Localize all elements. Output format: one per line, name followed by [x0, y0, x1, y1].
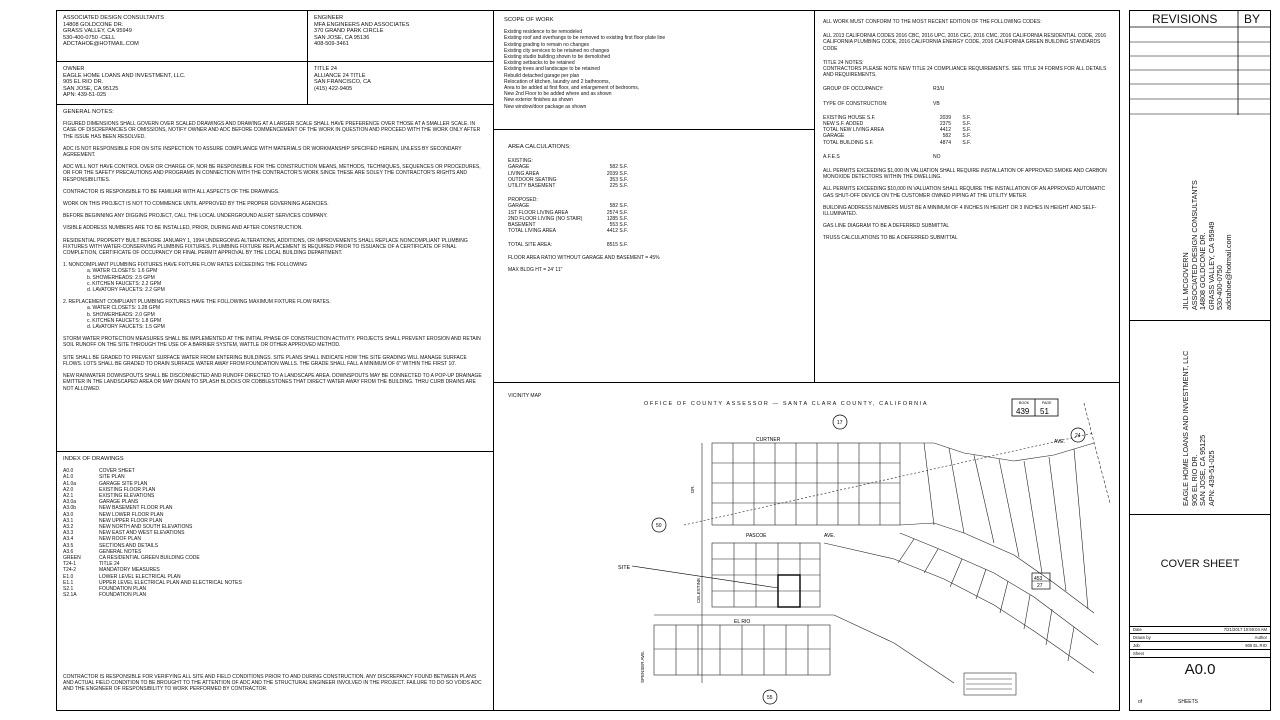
- max-height-note: MAX BLDG HT = 24' 11": [508, 266, 563, 273]
- existing-area-row-cell: 2039 S.F.: [606, 170, 628, 177]
- scope-item: New 2nd Floor to be added where and as shown: [504, 91, 612, 98]
- architect-vertical-line: GRASS VALLEY, CA 95949: [1206, 221, 1216, 310]
- index-row-cell: SECTIONS AND DETAILS: [99, 542, 159, 549]
- titleblock-meta-row: [1130, 626, 1270, 634]
- index-row-cell: A3.0a: [63, 499, 77, 506]
- area-summary-row-cell: 582: [942, 133, 951, 140]
- index-row-cell: A3.3: [63, 530, 74, 537]
- book-page-box: [1012, 399, 1058, 416]
- title24-line: (415) 422-9405: [314, 85, 353, 92]
- drawing-index: [56, 451, 494, 711]
- proposed-area-row-cell: GARAGE: [508, 203, 530, 210]
- owner-block: [56, 61, 308, 105]
- index-row-cell: E1.0: [63, 573, 74, 580]
- architect-vertical-line: adctahoe@hotmail.com: [1223, 234, 1233, 310]
- existing-area-row-cell: LIVING AREA: [508, 170, 540, 177]
- street-ave-east: AVE.: [1054, 439, 1066, 445]
- existing-area-row-cell: 353 S.F.: [609, 176, 628, 183]
- titleblock-meta-cell: Sheet: [1133, 651, 1144, 656]
- title-block: [1129, 10, 1271, 711]
- circle-55: 55: [767, 695, 773, 701]
- titleblock-meta-cell: Date: [1133, 627, 1142, 632]
- titleblock-meta-cell: Drawn by: [1133, 635, 1151, 640]
- titleblock-meta-cell: Job: [1133, 643, 1140, 648]
- index-row-cell: FOUNDATION PLAN: [99, 592, 147, 599]
- index-row-cell: A3.4: [63, 536, 74, 543]
- area-summary-row-cell: EXISTING HOUSE S.F.: [823, 114, 876, 121]
- svg-text:51: 51: [1040, 407, 1049, 416]
- engineer-block: [307, 10, 494, 62]
- scope-of-work: [493, 10, 815, 130]
- codes-text: ALL 2013 CALIFORNIA CODES 2016 CBC, 2016 UPC, 2016 CEC, 2016 CMC, 2016 CALIFORNIA RESIDENTIAL CODE, 2016 CALIFORNIA PLUMBING CODE, 2016 CALIFORNIA ENERGY CODE, 2016 CALIFORNIA GREEN BUILDING STANDARDS CODE: [823, 33, 1107, 52]
- area-summary-row-cell: S.F.: [962, 121, 971, 128]
- general-note: WORK ON THIS PROJECT IS NOT TO COMMENCE UNTIL APPROVED BY THE PROPER GOVERNING AGENCIES.: [63, 201, 329, 208]
- index-row-cell: S2.1: [63, 586, 74, 593]
- scope-item: Existing setbacks to be retained: [504, 60, 575, 67]
- code-note: TRUSS CALCULATIONS TO BE A DEFERRED SUBMITTAL: [823, 235, 958, 242]
- parcel-lines: [654, 403, 1110, 683]
- street-spenser: SPENSER AVE.: [640, 650, 645, 683]
- general-notes-heading: GENERAL NOTES:: [63, 109, 114, 115]
- engineer-line: SAN JOSE, CA 95136: [314, 34, 370, 41]
- index-row-cell: EXISTING FLOOR PLAN: [99, 486, 156, 493]
- index-row-cell: GENERAL NOTES: [99, 548, 142, 555]
- scope-item: New exterior finishes as shown: [504, 97, 573, 104]
- index-heading: INDEX OF DRAWINGS: [63, 456, 124, 462]
- architect-vertical-block: [1130, 114, 1270, 321]
- noncompliant-fixture-item: d. LAVATORY FAUCETS: 2.2 GPM: [87, 287, 165, 294]
- vicinity-map: [493, 382, 1120, 711]
- proposed-area-row-cell: TOTAL LIVING AREA: [508, 228, 556, 235]
- revisions-grid: [1130, 11, 1270, 115]
- area-summary-row-cell: TOTAL BUILDING S.F.: [823, 139, 874, 146]
- index-row-cell: FOUNDATION PLAN: [99, 586, 147, 593]
- proposed-area-row-cell: 4412 S.F.: [606, 228, 628, 235]
- index-row-cell: NEW EAST AND WEST ELEVATIONS: [99, 530, 185, 537]
- scope-item: Existing grading to remain no changes: [504, 41, 590, 48]
- titleblock-meta-cell: 7/21/2017 10:59:04 AM: [1223, 627, 1267, 632]
- svg-text:439: 439: [1016, 407, 1030, 416]
- scope-item: Existing trees and landscape to be retained: [504, 66, 600, 73]
- owner-vertical-line: 905 EL RIO DR.: [1189, 454, 1199, 506]
- scope-item: Area to be added at first floor, and enlargement of bedrooms,: [504, 85, 640, 92]
- proposed-area-row-cell: 1ST FLOOR LIVING AREA: [508, 209, 569, 216]
- codes-block: [814, 10, 1120, 383]
- t24-heading: TITLE 24 NOTES:: [823, 59, 864, 66]
- index-row-cell: CA RESIDENTIAL GREEN BUILDING CODE: [99, 555, 200, 562]
- existing-label: EXISTING:: [508, 158, 533, 165]
- scope-item: Relocation of kitchen, laundry and 2 bathrooms,: [504, 78, 610, 85]
- area-summary-row-cell: S.F.: [962, 127, 971, 134]
- street-el-rio: EL RIO: [734, 619, 751, 625]
- code-note: ALL PERMITS EXCEEDING $1,000 IN VALUATION SHALL REQUIRE INSTALLATION OF APPROVED SMOKE AND CARBON MONOXIDE DETECTORS WITHIN THE DWELLING.: [823, 168, 1107, 181]
- area-summary-row-cell: 4412: [939, 127, 951, 134]
- index-row-cell: TITLE 24: [99, 561, 120, 568]
- index-row: [63, 592, 487, 598]
- index-row-cell: E1.1: [63, 579, 74, 586]
- titleblock-meta-row: [1130, 642, 1270, 650]
- existing-area-row-cell: UTILITY BASEMENT: [508, 183, 556, 190]
- owner-line: 905 EL RIO DR.: [63, 79, 104, 86]
- sheets-label: SHEETS: [1178, 699, 1199, 705]
- titleblock-meta-row: [1130, 650, 1270, 658]
- sheet-number: A0.0: [1184, 661, 1216, 678]
- list2-heading: 2. REPLACEMENT COMPLIANT PLUMBING FIXTURES HAVE THE FOLLOWING MAXIMUM FIXTURE FLOW RATES.: [63, 299, 331, 306]
- area-heading: AREA CALCULATIONS:: [508, 144, 571, 150]
- index-row-cell: GARAGE SITE PLAN: [99, 480, 148, 487]
- code-note: BUILDING ADDRESS NUMBERS MUST BE A MINIMUM OF 4 INCHES IN HEIGHT OR 3 INCHES IN HEIGHT AND SELF-ILLUMINATED.: [823, 204, 1097, 218]
- architect-vertical-line: JILL MCGOVERN: [1181, 252, 1190, 310]
- vicinity-heading: VICINITY MAP: [508, 393, 542, 399]
- architect-line: GRASS VALLEY, CA 95949: [63, 28, 132, 35]
- titleblock-meta-row: [1130, 634, 1270, 642]
- occupancy-row: GROUP OF OCCUPANCY: R3/U: [823, 86, 945, 93]
- existing-area-row: [508, 183, 804, 189]
- title24-line: ALLIANCE 24 TITLE: [314, 72, 366, 79]
- index-row-cell: UPPER LEVEL ELECTRICAL PLAN AND ELECTRICAL NOTES: [99, 579, 242, 586]
- scope-item: New window/door package as shown: [504, 103, 587, 110]
- circle-24: 24: [1075, 433, 1081, 439]
- general-note: SITE SHALL BE GRADED TO PREVENT SURFACE WATER FROM ENTERING BUILDINGS. SITE PLANS SHALL INDICATE HOW THE SITE GRADING WILL MANAGE SURFACE FLOWS. LOTS SHALL BE GRADED TO DRAIN SURFACE WATER AWAY FROM FOUNDATION WALLS. THE GRADE SHALL FALL A MINIMUM OF 6" WITHIN THE FIRST 10'.: [63, 354, 467, 367]
- index-row-cell: A3.0: [63, 511, 74, 518]
- area-summary-row-cell: S.F.: [962, 139, 971, 146]
- owner-line: APN: 439-51-025: [63, 92, 107, 99]
- area-summary-row-cell: S.F.: [962, 114, 971, 121]
- afes-row: A.F.E.S NO: [823, 153, 941, 160]
- noncompliant-fixture-item: a. WATER CLOSETS: 1.6 GPM: [87, 268, 158, 275]
- proposed-area-row-cell: 2ND FLOOR LIVING (NO STAIR): [508, 215, 583, 222]
- construction-row: TYPE OF CONSTRUCTION: VB: [823, 100, 940, 107]
- far-note: FLOOR AREA RATIO WITHOUT GARAGE AND BASEMENT = 45%: [508, 254, 660, 261]
- code-note: ALL PERMITS EXCEEDING $10,000 IN VALUATION SHALL REQUIRE THE INSTALLATION OF AN APPROVED AUTOMATIC GAS SHUT-OFF DEVICE ON THE CUSTOMER OWNED PIPING AT THE UTILITY METER.: [823, 186, 1106, 199]
- street-dr: DR.: [690, 485, 695, 493]
- index-row-cell: GARAGE PLANS: [99, 499, 139, 506]
- owner-vertical-line: SAN JOSE, CA 95125: [1198, 434, 1208, 506]
- index-row-cell: A1.0: [63, 474, 74, 481]
- index-row-cell: T24-2: [63, 567, 77, 574]
- street-pascoe: PASCOE: [746, 533, 767, 539]
- index-footer: CONTRACTOR IS RESPONSIBLE FOR VERIFYING ALL SITE AND FIELD CONDITIONS PRIOR TO AND DURING CONSTRUCTION. ANY DISCREPANCY FOUND BETWEEN PLANS AND ACTUAL FIELD CONDITION TO BE BROUGHT TO THE ATTENTION OF ADC AND THE STRUCTURAL ENGINEER INVOLVED IN THE PROJECT. FAILURE TO DO SO VOIDS ADC AND THE ENGINEER OF RESPONSIBILITY TO WORK PERFORMED BY CONTRACTOR.: [63, 674, 482, 693]
- sheet-title-block: [1130, 514, 1270, 627]
- svg-text:453: 453: [1034, 576, 1043, 582]
- area-summary-row-cell: 2375: [939, 121, 951, 128]
- index-row-cell: GREEN: [63, 555, 81, 562]
- general-note: ADC IS NOT RESPONSIBLE FOR ON SITE INSPECTION TO ASSURE COMPLIANCE WITH MATERIALS OR WORKMANSHIP SPECIFIED HEREIN, UNLESS BY SECONDARY AGREEMENT.: [63, 145, 462, 159]
- titleblock-meta-cell: 905 EL RIO: [1245, 643, 1267, 648]
- index-row-cell: A3.1: [63, 517, 74, 524]
- engineer-line: 408-509-3461: [314, 41, 349, 48]
- noncompliant-fixture-item: b. SHOWERHEADS: 2.5 GPM: [87, 274, 155, 281]
- existing-area-row-cell: GARAGE: [508, 164, 530, 171]
- revisions-by-heading: BY: [1244, 12, 1261, 26]
- index-row-cell: EXISTING ELEVATIONS: [99, 493, 155, 500]
- engineer-line: ENGINEER: [314, 15, 344, 21]
- existing-area-row-cell: 582 S.F.: [609, 164, 628, 171]
- street-pascoe-ave: AVE.: [824, 533, 836, 539]
- of-label: of: [1138, 699, 1143, 705]
- proposed-area-row-cell: 2574 S.F.: [606, 209, 628, 216]
- codes-heading: ALL WORK MUST CONFORM TO THE MOST RECENT EDITION OF THE FOLLOWING CODES:: [823, 19, 1042, 25]
- sheet-title: COVER SHEET: [1160, 558, 1240, 570]
- architect-line: ASSOCIATED DESIGN CONSULTANTS: [63, 15, 165, 21]
- architect-vertical-line: 14808 GOLDCONE DR.: [1198, 232, 1208, 310]
- proposed-area-row-cell: 582 S.F.: [609, 203, 628, 210]
- circle-50: 50: [656, 523, 662, 529]
- circle-17: 17: [837, 420, 843, 426]
- title24-line: TITLE 24: [314, 66, 338, 72]
- architect-block: [56, 10, 308, 62]
- total-site-row: TOTAL SITE AREA: 8515 S.F.: [508, 242, 628, 249]
- proposed-area-row: [508, 228, 804, 234]
- svg-text:PAGE: PAGE: [1042, 401, 1052, 405]
- index-row-cell: NEW UPPER FLOOR PLAN: [99, 517, 163, 524]
- list1-heading: 1. NONCOMPLIANT PLUMBING FIXTURES HAVE FIXTURE FLOW RATES EXCEEDING THE FOLLOWING: [63, 262, 307, 269]
- general-note: NEW RAINWATER DOWNSPOUTS SHALL BE DISCONNECTED AND RUNOFF DIRECTED TO A LANDSCAPE AREA. DOWNSPOUTS MAY BE CONNECTED TO A POP-UP DRAINAGE EMITTER IN THE LANDSCAPED AREA OR MAY DRAIN TO SPLASH BLOCKS OR COBBLESTONES THAT DIRECT WATER AWAY FROM THE BUILDING. THRU CURB DRAINS ARE NOT ALLOWED.: [63, 373, 482, 392]
- titleblock-meta-cell: Author: [1254, 635, 1267, 640]
- area-summary-row-cell: NEW S.F. ADDED: [823, 121, 864, 128]
- index-row-cell: NEW BASEMENT FLOOR PLAN: [99, 505, 173, 512]
- owner-vertical-block: [1130, 320, 1270, 515]
- area-summary-row-cell: S.F.: [962, 133, 971, 140]
- index-row-cell: S2.1A: [63, 592, 77, 599]
- site-label: SITE: [618, 565, 631, 571]
- compliant-fixture-item: b. SHOWERHEADS: 2.0 GPM: [87, 311, 155, 318]
- owner-vertical-line: EAGLE HOME LOANS AND INVESTMENT, LLC: [1181, 350, 1190, 506]
- index-row-cell: MANDATORY MEASURES: [99, 567, 160, 574]
- revisions-heading: REVISIONS: [1152, 12, 1218, 26]
- index-row-cell: NEW ROOF PLAN: [99, 536, 141, 543]
- compliant-fixture-item: c. KITCHEN FAUCETS: 1.8 GPM: [87, 317, 162, 324]
- compliant-fixture-item: a. WATER CLOSETS: 1.28 GPM: [87, 305, 161, 312]
- scope-item: Existing city services to be retained no changes: [504, 47, 610, 54]
- scope-item: Rebuild detached garage per plan: [504, 72, 580, 79]
- architect-line: ADCTAHOE@HOTMAIL.COM: [63, 41, 139, 48]
- area-calculations: [493, 129, 815, 383]
- index-row-cell: NEW LOWER FLOOR PLAN: [99, 511, 164, 518]
- owner-vertical-line: APN: 439-51-025: [1206, 450, 1216, 506]
- parcel-map: [494, 383, 1119, 710]
- general-note: STORM WATER PROTECTION MEASURES SHALL BE IMPLEMENTED AT THE INITIAL PHASE OF CONSTRUCTION ACTIVITY. PROJECTS SHALL PREVENT EROSION AND RETAIN SOIL RUNOFF ON THE SITE THROUGH THE USE OF A BARRIER SYSTEM, WATTLE OR OTHER APPROVED METHOD.: [63, 336, 481, 349]
- index-row-cell: A2.1: [63, 493, 74, 500]
- scope-heading: SCOPE OF WORK: [504, 17, 554, 23]
- svg-text:27: 27: [1037, 583, 1043, 589]
- index-row-cell: NEW NORTH AND SOUTH ELEVATIONS: [99, 524, 193, 531]
- proposed-label: PROPOSED:: [508, 197, 538, 204]
- index-row-cell: A2.0: [63, 486, 74, 493]
- engineer-line: 370 GRAND PARK CIRCLE: [314, 28, 384, 35]
- index-row-cell: A0.0: [63, 468, 74, 475]
- noncompliant-fixture-item: c. KITCHEN FAUCETS: 2.2 GPM: [87, 280, 162, 287]
- proposed-area-row-cell: 1285 S.F.: [606, 215, 628, 222]
- area-summary-row: [823, 140, 1111, 146]
- area-summary-row-cell: GARAGE: [823, 133, 845, 140]
- index-row-cell: A3.5: [63, 542, 74, 549]
- architect-line: 530-400-0750 -CELL: [63, 34, 116, 41]
- area-summary-row-cell: 4874: [939, 139, 951, 146]
- general-note: FIGURED DIMENSIONS SHALL GOVERN OVER SCALED DRAWINGS AND DRAWING AT A LARGER SCALE SHALL HAVE PREFERENCE OVER THOSE AT A SMALLER SCALE. IN CASE OF DISCREPANCIES OR OMISSIONS, NOTIFY OWNER AND ADC BEFORE COMMENCEMENT OF THE WORK IN QUESTION AND PROCEED WITH THE WORK ONLY AFTER THE ISSUE HAS BEEN RESOLVED.: [63, 121, 481, 140]
- area-summary-row-cell: TOTAL NEW LIVING AREA: [823, 127, 885, 134]
- proposed-area-row-cell: BASEMENT: [508, 222, 536, 229]
- assessor-title: OFFICE OF COUNTY ASSESSOR — SANTA CLARA COUNTY, CALIFORNIA: [644, 401, 929, 407]
- title24-block: [307, 61, 494, 105]
- index-row-cell: LOWER LEVEL ELECTRICAL PLAN: [99, 573, 181, 580]
- architect-vertical-line: ASSOCIATED DESIGN CONSULTANTS: [1189, 180, 1199, 310]
- street-celestine: CELESTINE: [696, 577, 701, 603]
- general-notes: [56, 104, 494, 452]
- area-summary-row-cell: 2039: [939, 114, 951, 121]
- scope-item: Existing studio building shown to be demolished: [504, 54, 611, 61]
- index-row-cell: A3.0b: [63, 505, 77, 512]
- index-row-cell: A3.6: [63, 548, 74, 555]
- existing-area-row-cell: 225 S.F.: [609, 183, 628, 190]
- compliant-fixture-item: d. LAVATORY FAUCETS: 1.5 GPM: [87, 324, 165, 331]
- code-note: GAS LINE DIAGRAM TO BE A DEFERRED SUBMITTAL: [823, 223, 950, 230]
- proposed-area-row-cell: 553 S.F.: [609, 222, 628, 229]
- t24-text: CONTRACTORS PLEASE NOTE NEW TITLE 24 COMPLIANCE REQUIREMENTS. SEE TITLE 24 FORMS FOR ALL DETAILS AND REQUIREMENTS.: [823, 66, 1107, 79]
- owner-line: SAN JOSE, CA 95125: [63, 85, 119, 92]
- general-note: ADC WILL NOT HAVE CONTROL OVER OR CHARGE OF, NOR BE RESPONSIBLE FOR THE CONSTRUCTION MEANS, METHODS, TECHNIQUES, SEQUENCES OR PROCEDURES, OR FOR THE SAFETY PRECAUTIONS AND PROGRAMS IN CONNECTION WITH THE CONTRACTOR'S WORK SINCE THESE ARE SOLEY THE CONTRACTOR'S RIGHTS AND RESPONSIBILITIES.: [63, 164, 481, 183]
- architect-vertical-line: 530-400-0750: [1215, 265, 1225, 310]
- general-note: VISIBLE ADDRESS NUMBERS ARE TO BE INSTALLED, PRIOR, DURING AND AFTER CONSTRUCTION.: [63, 225, 303, 232]
- index-row-cell: COVER SHEET: [99, 468, 135, 475]
- general-note: CONTRACTOR IS RESPONSIBLE TO BE FAMILIAR WITH ALL ASPECTS OF THE DRAWINGS.: [63, 188, 280, 195]
- general-note: RESIDENTIAL PROPERTY BUILT BEFORE JANUARY 1, 1994 UNDERGOING ALTERATIONS, ADDITIONS, OR IMPROVEMENTS SHALL REPLACE NONCOMPLIANT PLUMBING FIXTURES WITH WATER-CONSERVING PLUMBING FIXTURES. PLUMBING FIXTURE REPLACEMENT IS REQUIRED PRIOR TO ISSUANCE OF A CERTIFICATE OF FINAL COMPLETION, CERTIFICATE OF OCCUPANCY OR FINAL PERMIT APPROVAL BY THE LOCAL BUILDING DEPARTMENT.: [63, 237, 468, 257]
- scope-item: Existing roof and overhangs to be removed to existing first floor plate line: [504, 35, 666, 42]
- general-note: BEFORE BEGINNING ANY DIGGING PROJECT, CALL THE LOCAL UNDERGROUND ALERT SERVICES COMPANY.: [63, 213, 328, 220]
- index-row-cell: A3.2: [63, 524, 74, 531]
- svg-text:BOOK: BOOK: [1019, 401, 1030, 405]
- index-row-cell: SITE PLAN: [99, 474, 125, 481]
- street-curtner: CURTNER: [756, 437, 781, 443]
- index-row-cell: T24-1: [63, 561, 77, 568]
- engineer-line: MFA ENGINEERS AND ASSOCIATES: [314, 21, 410, 28]
- existing-area-row-cell: OUTDOOR SEATING: [508, 176, 557, 183]
- index-row-cell: A1.0a: [63, 480, 77, 487]
- title24-line: SAN FRANCISCO, CA: [314, 79, 371, 86]
- scope-item: Existing residence to be remodeled: [504, 29, 583, 36]
- owner-line: EAGLE HOME LOANS AND INVESTMENT, LLC.: [63, 72, 186, 79]
- owner-line: OWNER: [63, 66, 85, 72]
- architect-line: 14808 GOLDCONE DR.: [63, 21, 124, 28]
